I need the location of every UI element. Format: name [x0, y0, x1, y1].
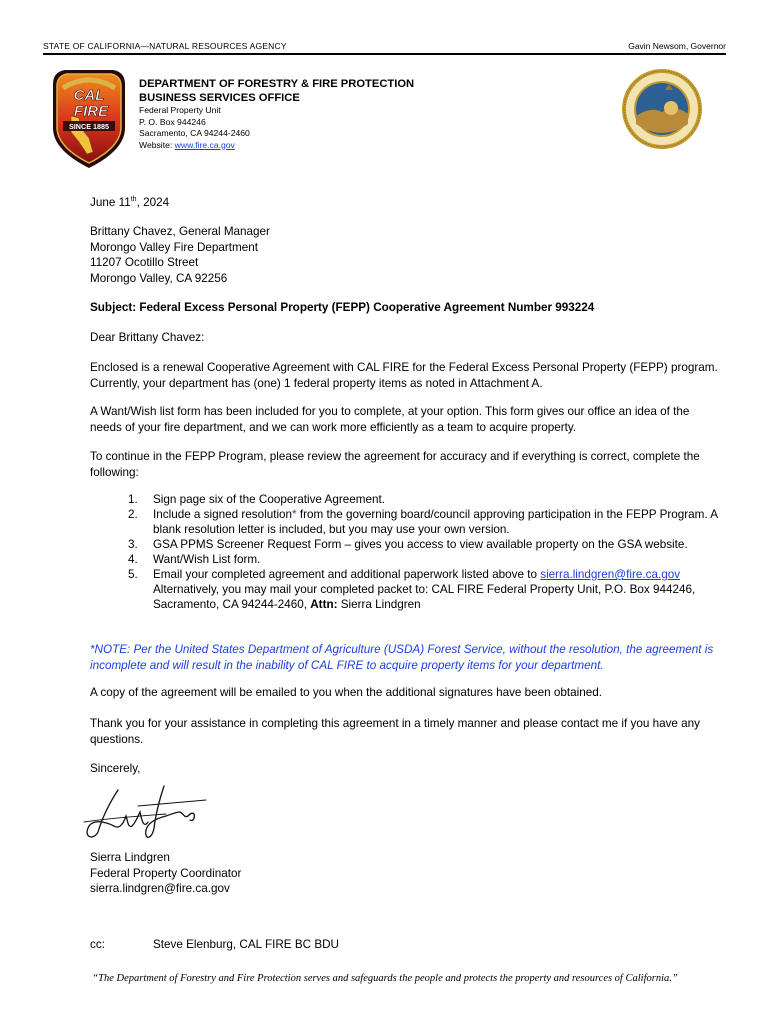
signature-block	[90, 850, 718, 897]
letter-date	[90, 195, 718, 211]
paragraph-continue: To continue in the FEPP Program, please review the agreement for accuracy and if everything is correct, complete the following:	[90, 450, 700, 479]
instruction-list	[90, 492, 718, 612]
signature-image	[80, 782, 210, 844]
footer-mission-statement: “The Department of Forestry and Fire Protection serves and safeguards the people and protects the property and resources of California.”	[92, 973, 678, 984]
agency-line: STATE OF CALIFORNIA—NATURAL RESOURCES AGENCY	[43, 41, 287, 51]
governor-line: Gavin Newsom, Governor	[628, 41, 726, 51]
date-year: , 2024	[136, 196, 170, 209]
recipient-line: 11207 Ocotillo Street	[90, 256, 199, 269]
cal-fire-logo	[49, 66, 129, 170]
closing: Sincerely,	[90, 762, 141, 775]
list-item: 4. Want/Wish List form.	[128, 553, 261, 566]
list-item: 5. Email your completed agreement and additional paperwork listed above to sierra.lindgren@fire.ca.gov Alternatively, you may mail your completed packet to: CAL FIRE Federal Property Unit, P.O. Box 944246, Sacramento, CA 94244-2460, Attn: Sierra Lindgren	[128, 568, 696, 611]
paragraph-enclosed: Enclosed is a renewal Cooperative Agreement with CAL FIRE for the Federal Excess Personal Property (FEPP) program. Currently, your department has (one) 1 federal property items as noted in Attachment A.	[90, 361, 718, 390]
header-rule	[43, 53, 726, 55]
email-link[interactable]: sierra.lindgren@fire.ca.gov	[540, 568, 681, 581]
office-name: BUSINESS SERVICES OFFICE	[139, 92, 300, 104]
website-label: Website:	[139, 139, 175, 150]
unit-name: Federal Property Unit	[139, 105, 221, 115]
website-line	[139, 140, 414, 152]
cc-recipient: Steve Elenburg, CAL FIRE BC BDU	[153, 938, 339, 951]
recipient-address	[90, 224, 718, 286]
subject-line: Subject: Federal Excess Personal Property (FEPP) Cooperative Agreement Number 993224	[90, 301, 595, 314]
footnote-star: *	[292, 508, 297, 521]
recipient-line: Brittany Chavez, General Manager	[90, 225, 270, 238]
cc-label: cc:	[90, 938, 105, 951]
list-item: 1. Sign page six of the Cooperative Agreement.	[128, 493, 385, 506]
state-seal	[621, 68, 703, 150]
recipient-line: Morongo Valley Fire Department	[90, 240, 259, 254]
signer-title: Federal Property Coordinator	[90, 866, 242, 880]
po-box: P. O. Box 944246	[139, 116, 206, 127]
paragraph-thanks: Thank you for your assistance in completing this agreement in a timely manner and please contact me if you have any questions.	[90, 717, 701, 746]
list-item: 3. GSA PPMS Screener Request Form – gives you access to view available property on the GSA website.	[128, 538, 688, 551]
logo-since-text: SINCE 1885	[69, 121, 109, 131]
recipient-line: Morongo Valley, CA 92256	[90, 271, 228, 285]
signer-email: sierra.lindgren@fire.ca.gov	[90, 882, 230, 895]
list-item: 2. Include a signed resolution* from the governing board/council approving participation in the FEPP Program. A blank resolution letter is included, but you may use your own version.	[128, 508, 718, 536]
signer-name: Sierra Lindgren	[90, 851, 170, 864]
website-link[interactable]: www.fire.ca.gov	[174, 139, 235, 150]
paragraph-wish-list: A Want/Wish list form has been included for you to complete, at your option. This form gives our office an idea of the needs of your fire department, and we can work more efficiently as a team to acquire property.	[90, 405, 690, 434]
department-block	[139, 77, 414, 151]
paragraph-copy: A copy of the agreement will be emailed to you when the additional signatures have been obtained.	[90, 686, 602, 699]
logo-cal-text: CAL	[73, 87, 105, 104]
date-suffix-sup: th	[130, 196, 137, 203]
usda-note: *NOTE: Per the United States Department of Agriculture (USDA) Forest Service, without the resolution, the agreement is incomplete and will result in the inability of CAL FIRE to acquire property items for your department.	[90, 643, 714, 672]
logo-fire-text: FIRE	[73, 103, 109, 120]
attn-label: Attn:	[310, 598, 338, 611]
date-main: June 11	[90, 196, 131, 209]
city-line: Sacramento, CA 94244-2460	[139, 128, 250, 138]
department-name: DEPARTMENT OF FORESTRY & FIRE PROTECTION	[139, 78, 415, 90]
salutation: Dear Brittany Chavez:	[90, 331, 205, 344]
